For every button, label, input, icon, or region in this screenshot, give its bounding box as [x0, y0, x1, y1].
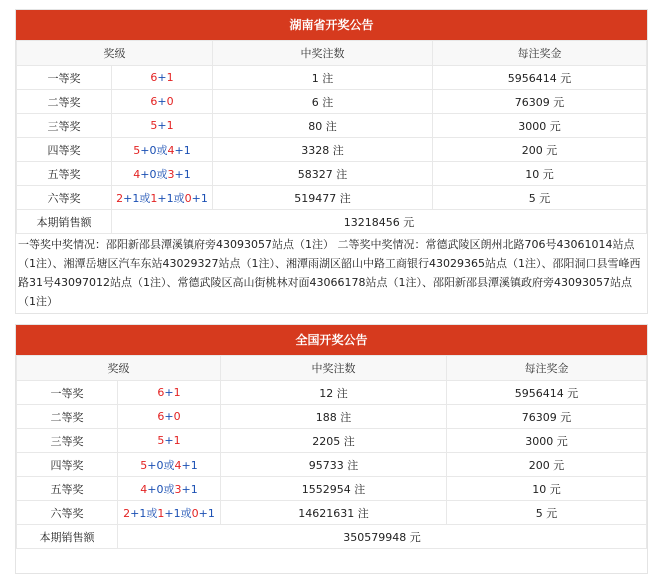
prize-level: 五等奖: [17, 477, 118, 501]
winner-count: 2205 注: [221, 429, 447, 453]
table-row: [17, 114, 647, 138]
rule-segment: 2: [116, 191, 124, 205]
prize-amount: 5956414 元: [433, 66, 647, 90]
national-panel-footer: [16, 549, 647, 573]
sales-row: [17, 525, 647, 549]
rule-segment: 4: [133, 167, 141, 181]
rule-segment: +1: [181, 458, 198, 472]
rule-segment: +1或: [130, 506, 158, 520]
table-row: [17, 453, 647, 477]
prize-level: 五等奖: [17, 162, 112, 186]
table-row: [17, 405, 647, 429]
rule-segment: 0: [166, 95, 174, 108]
match-rule: [112, 66, 213, 90]
match-rule: [118, 453, 221, 477]
match-rule: [118, 405, 221, 429]
prize-amount: 3000 元: [433, 114, 647, 138]
rule-segment: 6: [150, 71, 158, 84]
sales-label: 本期销售额: [17, 210, 112, 234]
hunan-announcement-panel: [15, 9, 648, 314]
rule-segment: +1: [174, 143, 191, 157]
rule-segment: +1: [191, 191, 208, 205]
rule-segment: 5: [140, 458, 148, 472]
rule-segment: 5: [150, 119, 158, 132]
header-count: 中奖注数: [221, 356, 447, 381]
winner-count: 58327 注: [213, 162, 433, 186]
prize-level: 六等奖: [17, 186, 112, 210]
table-row: [17, 501, 647, 525]
match-rule: [118, 381, 221, 405]
rule-segment: +0或: [147, 458, 175, 472]
table-header-row: [17, 356, 647, 381]
rule-segment: 0: [184, 191, 192, 205]
winner-count: 1552954 注: [221, 477, 447, 501]
rule-segment: +: [157, 119, 167, 132]
prize-level: 四等奖: [17, 138, 112, 162]
table-header-row: [17, 41, 647, 66]
prize-amount: 5 元: [433, 186, 647, 210]
winner-count: 95733 注: [221, 453, 447, 477]
header-amount: 每注奖金: [447, 356, 647, 381]
rule-segment: +: [164, 386, 174, 399]
prize-amount: 200 元: [447, 453, 647, 477]
rule-segment: 3: [174, 482, 182, 496]
match-rule: [112, 138, 213, 162]
rule-segment: 0: [173, 410, 181, 423]
table-row: [17, 381, 647, 405]
match-rule: [118, 429, 221, 453]
table-row: [17, 477, 647, 501]
table-row: [17, 66, 647, 90]
prize-level: 四等奖: [17, 453, 118, 477]
winner-count: 3328 注: [213, 138, 433, 162]
rule-segment: 4: [140, 482, 148, 496]
national-panel-title: 全国开奖公告: [16, 325, 647, 355]
rule-segment: +0或: [140, 167, 168, 181]
rule-segment: 1: [173, 434, 181, 447]
sales-value: 13218456 元: [112, 210, 647, 234]
header-count: 中奖注数: [213, 41, 433, 66]
rule-segment: 6: [157, 386, 165, 399]
rule-segment: 3: [167, 167, 175, 181]
rule-segment: +1: [198, 506, 215, 520]
winner-count: 1 注: [213, 66, 433, 90]
header-level: 奖级: [17, 41, 213, 66]
rule-segment: +: [164, 434, 174, 447]
header-level: 奖级: [17, 356, 221, 381]
rule-segment: 1: [150, 191, 158, 205]
sales-row: [17, 210, 647, 234]
prize-amount: 76309 元: [433, 90, 647, 114]
rule-segment: +0或: [147, 482, 175, 496]
table-row: [17, 186, 647, 210]
winner-count: 80 注: [213, 114, 433, 138]
table-row: [17, 138, 647, 162]
hunan-prize-table: [16, 40, 647, 234]
rule-segment: 6: [150, 95, 158, 108]
prize-amount: 5956414 元: [447, 381, 647, 405]
prize-level: 三等奖: [17, 114, 112, 138]
rule-segment: +1: [181, 482, 198, 496]
winner-count: 12 注: [221, 381, 447, 405]
rule-segment: 6: [157, 410, 165, 423]
prize-level: 一等奖: [17, 66, 112, 90]
hunan-prize-rows: [17, 66, 647, 210]
national-announcement-panel: [15, 324, 648, 574]
prize-level: 三等奖: [17, 429, 118, 453]
rule-segment: 1: [157, 506, 165, 520]
prize-level: 二等奖: [17, 405, 118, 429]
rule-segment: 5: [157, 434, 165, 447]
match-rule: [118, 477, 221, 501]
winner-count: 6 注: [213, 90, 433, 114]
prize-amount: 200 元: [433, 138, 647, 162]
match-rule: [112, 186, 213, 210]
header-amount: 每注奖金: [433, 41, 647, 66]
rule-segment: 0: [191, 506, 199, 520]
prize-level: 六等奖: [17, 501, 118, 525]
rule-segment: 1: [173, 386, 181, 399]
winner-count: 519477 注: [213, 186, 433, 210]
prize-amount: 76309 元: [447, 405, 647, 429]
hunan-winner-note: 一等奖中奖情况：邵阳新邵县潭溪镇府旁43093057站点（1注） 二等奖中奖情况：常德武陵区朗州北路706号43061014站点（1注）、湘潭岳塘区汽车东站43029327站点（1注）、湘潭雨湖区韶山中路工商银行43029365站点（1注）、邵阳洞口县雪峰西路31号43097012站点（1注）、常德武陵区高山街桃林对面43066178站点（1注）、邵阳新邵县潭溪镇政府旁43093057站点（1注）: [18, 238, 641, 308]
prize-level: 二等奖: [17, 90, 112, 114]
table-row: [17, 162, 647, 186]
national-prize-rows: [17, 381, 647, 525]
prize-amount: 5 元: [447, 501, 647, 525]
rule-segment: 4: [174, 458, 182, 472]
winner-count: 188 注: [221, 405, 447, 429]
rule-segment: 4: [167, 143, 175, 157]
rule-segment: +0或: [140, 143, 168, 157]
match-rule: [112, 90, 213, 114]
rule-segment: 1: [166, 119, 174, 132]
rule-segment: 2: [123, 506, 131, 520]
table-row: [17, 429, 647, 453]
prize-amount: 3000 元: [447, 429, 647, 453]
sales-label: 本期销售额: [17, 525, 118, 549]
rule-segment: +1或: [123, 191, 151, 205]
winner-count: 14621631 注: [221, 501, 447, 525]
rule-segment: +: [157, 71, 167, 84]
rule-segment: +1或: [157, 191, 185, 205]
sales-value: 350579948 元: [118, 525, 647, 549]
match-rule: [118, 501, 221, 525]
table-row: [17, 90, 647, 114]
hunan-panel-title: 湖南省开奖公告: [16, 10, 647, 40]
rule-segment: 5: [133, 143, 141, 157]
rule-segment: 1: [166, 71, 174, 84]
rule-segment: +: [157, 95, 167, 108]
match-rule: [112, 162, 213, 186]
rule-segment: +: [164, 410, 174, 423]
prize-amount: 10 元: [447, 477, 647, 501]
prize-level: 一等奖: [17, 381, 118, 405]
rule-segment: +1: [174, 167, 191, 181]
national-prize-table: [16, 355, 647, 549]
match-rule: [112, 114, 213, 138]
rule-segment: +1或: [164, 506, 192, 520]
prize-amount: 10 元: [433, 162, 647, 186]
